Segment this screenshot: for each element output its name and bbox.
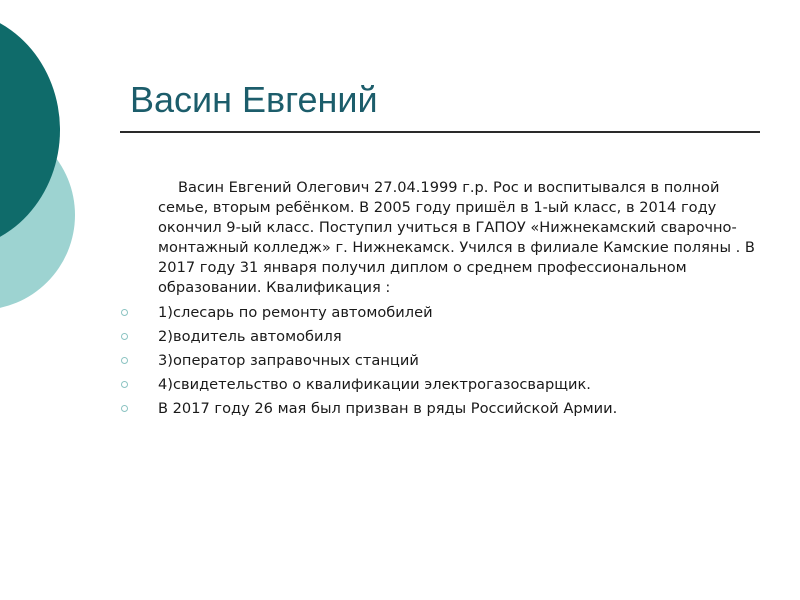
slide-body — [118, 178, 768, 423]
list-item — [118, 399, 768, 419]
title-divider — [120, 131, 760, 133]
circle-bullet-icon — [121, 309, 128, 316]
circle-bullet-icon — [121, 381, 128, 388]
list-item-text: 3)оператор заправочных станций — [158, 352, 419, 369]
list-item-text: 4)свидетельство о квалификации электрогазосварщик. — [158, 376, 591, 393]
list-item — [118, 375, 768, 395]
list-item — [118, 351, 768, 371]
circle-bullet-icon — [121, 333, 128, 340]
list-item-text: 1)слесарь по ремонту автомобилей — [158, 304, 433, 321]
biography-paragraph: Васин Евгений Олегович 27.04.1999 г.р. Рос и воспитывался в полной семье, вторым ребёнком. В 2005 году пришёл в 1-ый класс, в 2014 году окончил 9-ый класс. Поступил учиться в ГАПОУ «Нижнекамский сварочно-монтажный колледж» г. Нижнекамск. Учился в филиале Камские поляны . В 2017 году 31 января получил диплом о среднем профессиональном образовании. Квалификация : — [158, 179, 755, 296]
circle-bullet-icon — [121, 357, 128, 364]
list-item-text: 2)водитель автомобиля — [158, 328, 342, 345]
circle-bullet-icon — [121, 405, 128, 412]
slide-title: Васин Евгений — [130, 79, 378, 120]
qualification-list — [118, 303, 768, 419]
list-item-text: В 2017 году 26 мая был призван в ряды Российской Армии. — [158, 400, 618, 417]
list-item — [118, 303, 768, 323]
list-item — [118, 327, 768, 347]
